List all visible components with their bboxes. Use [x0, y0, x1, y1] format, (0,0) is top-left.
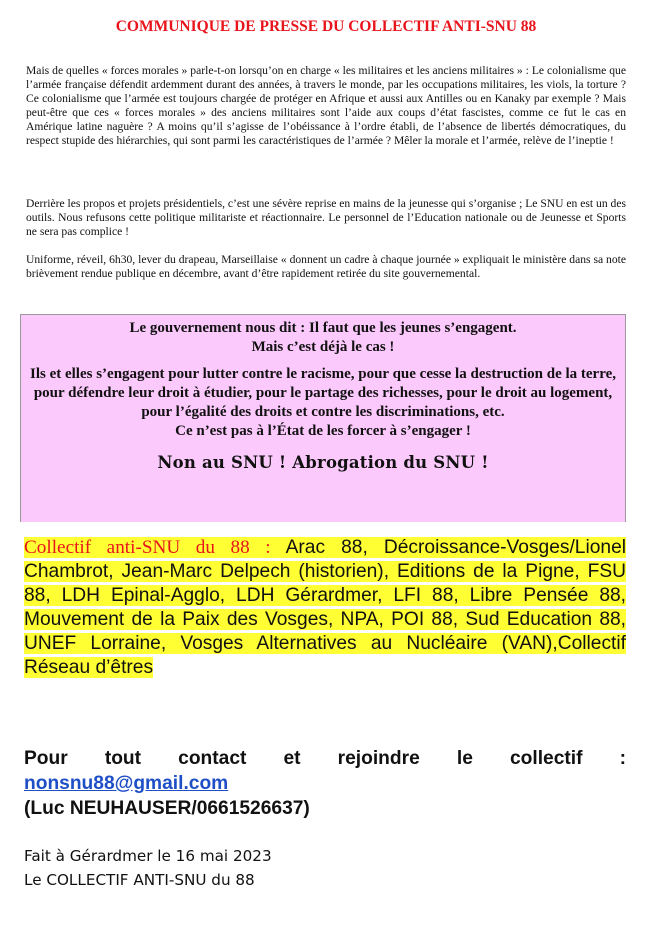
paragraph-uniforme: Uniforme, réveil, 6h30, lever du drapeau, Marseillaise « donnent un cadre à chaque journée » expliquait le ministère dans sa note brièvement rendue publique en décembre, avant d’être rapidement retirée du site gouvernemental. [26, 253, 626, 281]
collectif-members [24, 536, 626, 680]
contact-person: (Luc NEUHAUSER/0661526637) [24, 798, 310, 819]
collectif-members-list: Arac 88, Décroissance-Vosges/Lionel Chambrot, Jean-Marc Delpech (historien), Editions de la Pigne, FSU 88, LDH Epinal-Agglo, LDH Gérardmer, LFI 88, Libre Pensée 88, Mouvement de la Paix des Vosges, NPA, POI 88, Sud Education 88, UNEF Lorraine, Vosges Alternatives au Nucléaire (VAN),Collectif Réseau d’êtres [24, 537, 627, 678]
callout-line-etat: Ce n’est pas à l’État de les forcer à s’engager ! [175, 423, 471, 439]
contact-label: Pour tout contact et rejoindre le collectif : [24, 748, 626, 769]
signature-block [24, 844, 272, 892]
paragraph-reprise-en-mains: Derrière les propos et projets présidentiels, c’est une sévère reprise en mains de la jeunesse qui s’organise ; Le SNU en est un des outils. Nous refusons cette politique militariste et réactionnaire. Le personnel de l’Education nationale ou de Jeunesse et Sports ne sera pas complice ! [26, 197, 626, 239]
contact-email-link[interactable]: nonsnu88@gmail.com [24, 773, 229, 794]
callout-line-deja: Mais c’est déjà le cas ! [251, 339, 395, 355]
callout-line-causes: Ils et elles s’engagent pour lutter contre le racisme, pour que cesse la destruction de la terre, pour défendre leur droit à étudier, pour le partage des richesses, pour le droit au logement, pour l’égalité des droits et contre les discriminations, etc. [29, 366, 616, 420]
signature-place-date: Fait à Gérardmer le 16 mai 2023 [24, 847, 272, 865]
callout-box [20, 314, 626, 522]
collectif-lead: Collectif anti-SNU du 88 : [24, 537, 271, 558]
callout-slogan: Non au SNU ! Abrogation du SNU ! [157, 453, 489, 472]
page-title: COMMUNIQUE DE PRESSE DU COLLECTIF ANTI-SNU 88 [115, 18, 537, 35]
contact-block [24, 746, 626, 821]
signature-collectif: Le COLLECTIF ANTI-SNU du 88 [24, 871, 255, 889]
paragraph-forces-morales: Mais de quelles « forces morales » parle-t-on lorsqu’on en charge « les militaires et les anciens militaires » : Le colonialisme que l’armée française défendit ardemment durant des années, à travers le monde, par les occupations militaires, les viols, la torture ? Ce colonialisme que l’armée est toujours chargée de protéger en Afrique et aussi aux Antilles ou en Kanaky par exemple ? Mais peut-être que ces « forces morales » des anciens militaires sont l’aide aux coups d’état fascistes, comme ce fut le cas en Amérique latine naguère ? A moins qu’il s’agisse de l’obéissance à l’ordre établi, de l’absence de libertés démocratiques, du respect stupide des hiérarchies, qui sont parmi les caractéristiques de l’armée ? Mêler la morale et l’armée, relève de l’ineptie ! [26, 64, 626, 148]
callout-line-engagement: Le gouvernement nous dit : Il faut que les jeunes s’engagent. [129, 320, 517, 336]
